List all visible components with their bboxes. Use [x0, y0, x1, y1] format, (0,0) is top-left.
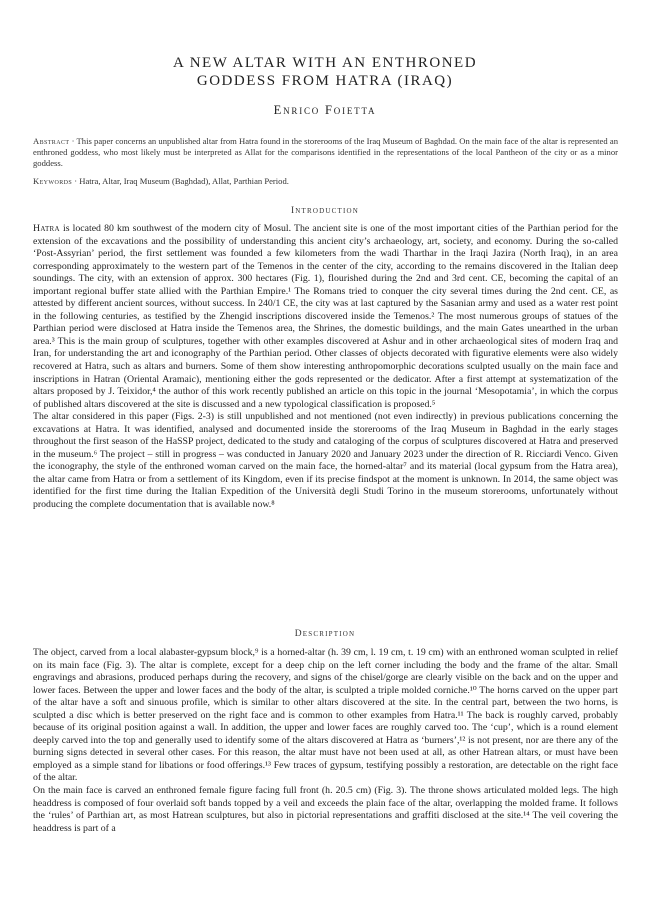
- keywords-text: · Hatra, Altar, Iraq Museum (Baghdad), Allat, Parthian Period.: [72, 176, 289, 186]
- description-paragraph-2: On the main face is carved an enthroned female figure facing full front (h. 20.5 cm) (Fig. 3). The throne shows articulated molded legs. The high headdress is composed of four overlaid soft bands topped by a veil and exceeds the plain face of the altar, overlapping the molded frame. It follows the ‘rules’ of Parthian art, as most Hatrean sculptures, but also in pictorial representations and graffiti disclosed at the site.¹⁴ The veil covering the headdress is part of a: [33, 785, 618, 834]
- author-name: Enrico Foietta: [273, 103, 377, 117]
- description-paragraph-1: The object, carved from a local alabaster-gypsum block,⁹ is a horned-altar (h. 39 cm, l. 19 cm, t. 19 cm) with an enthroned woman sculpted in relief on its main face (Fig. 3). The altar is complete, except for a deep chip on the left corner including the body and the frame of the altar. Small engravings and abrasions, produced perhaps during the recovery, and signs of the chisel/gorge are clearly visible on the back and on the upper and lower faces. Between the upper and lower faces and the body of the altar, is sculpted a triple molded corniche.¹⁰ The horns carved on the upper part of the altar have a soft and sinuous profile, which is similar to other altars discovered at the site. In the central part, between the two horns, is sculpted a disc which is better preserved on the right face and is common to other examples from Hatra.¹¹ The back is roughly carved, probably because of its original position against a wall. In addition, the upper and lower faces are roughly carved too. The ‘cup’, which is a round element deeply carved into the top and generally used to identify some of the altars discovered at Hatra as ‘burners’,¹² is not present, nor are there any of the burning signs detected in several other cases. For this reason, the altar must have not been used at all, as other Hatrean altars, or must have been employed as a simple stand for libations or food offerings.¹³ Few traces of gypsum, testifying possibly a restoration, are detectable on the right face of the altar.: [33, 647, 618, 784]
- intro-paragraph-1-text: is located 80 km southwest of the modern city of Mosul. The ancient site is one of the most important cities of the Parthian period for the extension of the excavations and the possibility of understanding this ancient city’s archaeology, art, society, and economy. During the so-called ‘Post-Assyrian’ period, the first settlement was founded a few kilometers from the wadi Tharthar in the Iraqi Jazira (North Iraq), in an area corresponding approximately to the western part of the Temenos in the center of the city, according to the remains discovered in the Italian deep soundings. The city, with an extension of approx. 300 hectares (Fig. 1), flourished during the 2nd and 3rd cent. CE, becoming the capital of an important regional buffer state allied with the Parthian Empire.¹ The Romans tried to conquer the city several times during the 2nd cent. CE, as attested by different ancient sources, without success. In 240/1 CE, the city was at last captured by the Sasanian army and used as a water rest point in the following centuries, as testified by the Zhengid inscriptions discovered inside the Temenos.² The most numerous groups of statues of the Parthian period were disclosed at Hatra inside the Temenos area, the Shrines, the domestic buildings, and the main Gates unearthed in the urban area.³ This is the main group of sculptures, together with other examples discovered at Ashur and in other archaeological sites of modern Iraq and Iran, for understanding the art and iconography of the Parthian period. Other classes of objects decorated with figurative elements were also widely recovered at Hatra, such as altars and burners. Some of them show interesting anthropomorphic decorations sculpted usually on the main face and inscriptions in Hatran (Oriental Aramaic), mentioning either the gods represented or the dedicator. After a first attempt at systematization of the altars proposed by J. Teixidor,⁴ the author of this work recently published an article on this topic in the journal ‘Mesopotamia’, in which the corpus of published altars discovered at the site is discussed and a new typological classification is proposed.⁵: [33, 223, 618, 410]
- keywords: [33, 176, 618, 187]
- abstract-text: · This paper concerns an unpublished altar from Hatra found in the storerooms of the Iraq Museum of Baghdad. On the main face of the altar is represented an enthroned goddess, who most likely must be interpreted as Allat for the comparisons identified in the representations of the local Pantheon of the city or as a minor goddess.: [33, 136, 618, 169]
- keywords-label: Keywords: [33, 176, 73, 186]
- intro-paragraph-2: The altar considered in this paper (Figs. 2-3) is still unpublished and not mentioned (not even indirectly) in previous publications concerning the excavations at Hatra. It was identified, analysed and documented inside the storerooms of the Iraq Museum in Baghdad in the early stages throughout the first season of the HaSSP project, dedicated to the study and cataloging of the corpus of sculptures discovered at Hatra and preserved in the museum.⁶ The project – still in progress – was conducted in January 2020 and January 2023 under the direction of R. Ricciardi Venco. Given the iconography, the style of the enthroned woman carved on the main face, the horned-altar⁷ and its material (local gypsum from the Hatra area), the altar came from Hatra or from a settlement of its Kingdom, even if its precise findspot at the moment is unknown. In 2014, the same object was identified for the first time during the Italian Expedition of the Università degli Studi Torino in the museum storerooms, unfortunately without producing the complete documentation that is available now.⁸: [33, 411, 618, 511]
- abstract: [33, 136, 618, 170]
- section-heading-introduction: Introduction: [290, 206, 360, 216]
- intro-paragraph-1: [33, 223, 618, 411]
- paper-title-line-1: A NEW ALTAR WITH AN ENTHRONED: [172, 55, 478, 71]
- introduction-body: [33, 223, 618, 512]
- intro-lead-word: Hatra: [33, 223, 60, 234]
- section-heading-description: Description: [294, 629, 356, 639]
- abstract-label: Abstract: [33, 136, 70, 146]
- paper-title-line-2: GODDESS FROM HATRA (IRAQ): [196, 73, 454, 89]
- description-body: [33, 647, 618, 835]
